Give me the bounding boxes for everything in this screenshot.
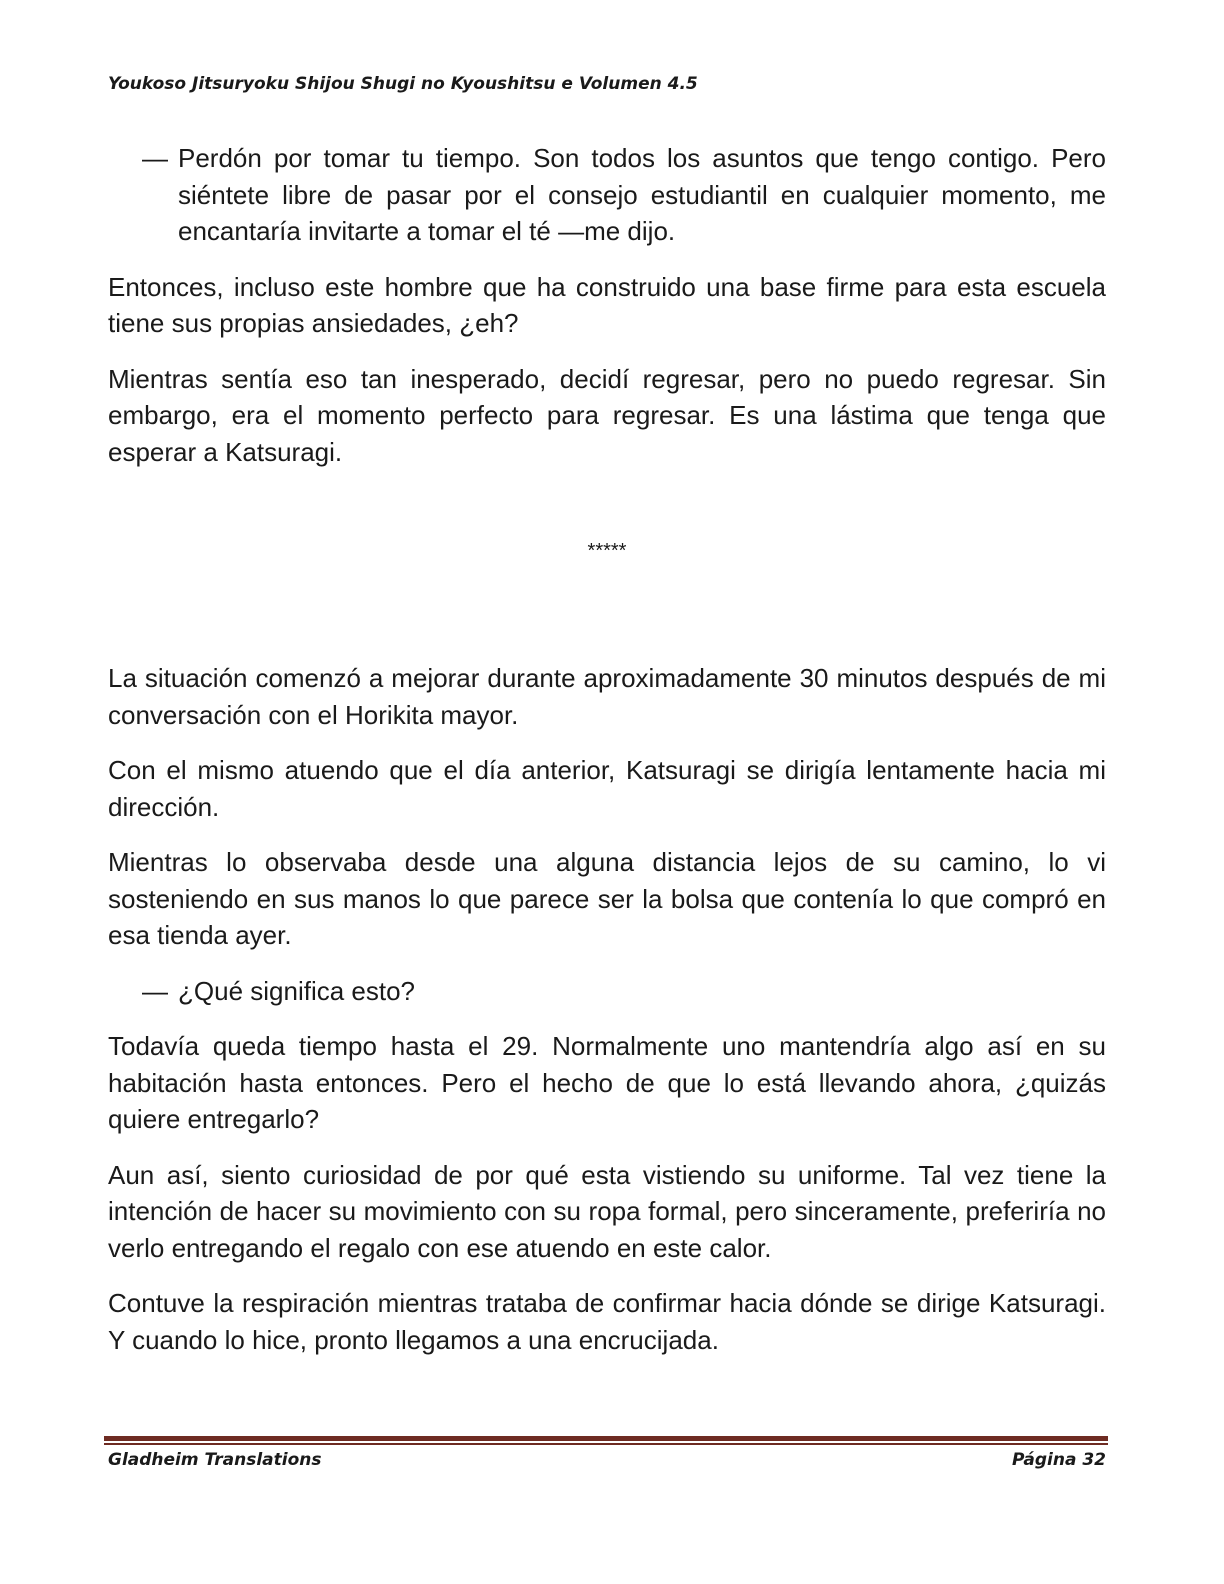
paragraph: Entonces, incluso este hombre que ha construido una base firme para esta escuela tiene sus propias ansiedades, ¿eh? (108, 271, 1106, 338)
dialogue-dash: — (142, 975, 168, 1006)
paragraph: Todavía queda tiempo hasta el 29. Normalmente uno mantendría algo así en su habitación hasta entonces. Pero el hecho de que lo está llevando ahora, ¿quizás quiere entregarlo? (108, 1031, 1106, 1134)
paragraph: Mientras lo observaba desde una alguna distancia lejos de su camino, lo vi sosteniendo en sus manos lo que parece ser la bolsa que contenía lo que compró en esa tienda ayer. (108, 847, 1106, 950)
dialogue-line (142, 973, 1106, 1010)
footer-page-number: Página 32 (1012, 1450, 1106, 1470)
dialogue-dash: — (142, 143, 168, 173)
paragraph: Aun así, siento curiosidad de por qué esta vistiendo su uniforme. Tal vez tiene la intención de hacer su movimiento con su ropa formal, pero sinceramente, preferiría no verlo entregando el regalo con ese atuendo en este calor. (108, 1159, 1106, 1263)
dialogue-text: Perdón por tomar tu tiempo. Son todos los asuntos que tengo contigo. Pero siéntete libre de pasar por el consejo estudiantil en cualquier momento, me encantaría invitarte a tomar el té —me dijo. (178, 143, 1106, 246)
footer-translator: Gladheim Translations (108, 1450, 322, 1470)
running-header: Youkoso Jitsuryoku Shijou Shugi no Kyoushitsu e Volumen 4.5 (108, 74, 698, 94)
body-text (108, 140, 1106, 1377)
separator-spacing (108, 561, 1106, 660)
dialogue-line (142, 140, 1106, 250)
footer-rule (104, 1436, 1108, 1445)
footer-rule-thin (104, 1443, 1108, 1445)
scene-separator: ***** (587, 540, 627, 562)
paragraph: Mientras sentía eso tan inesperado, decidí regresar, pero no puedo regresar. Sin embargo, era el momento perfecto para regresar. Es una lástima que tenga que esperar a Katsuragi. (108, 363, 1106, 467)
paragraph: Con el mismo atuendo que el día anterior, Katsuragi se dirigía lentamente hacia mi dirección. (108, 755, 1106, 822)
paragraph: Contuve la respiración mientras trataba de confirmar hacia dónde se dirige Katsuragi. Y cuando lo hice, pronto llegamos a una encrucijada. (108, 1288, 1106, 1355)
dialogue-text: ¿Qué significa esto? (178, 975, 416, 1006)
paragraph: La situación comenzó a mejorar durante aproximadamente 30 minutos después de mi conversación con el Horikita mayor. (108, 663, 1106, 730)
